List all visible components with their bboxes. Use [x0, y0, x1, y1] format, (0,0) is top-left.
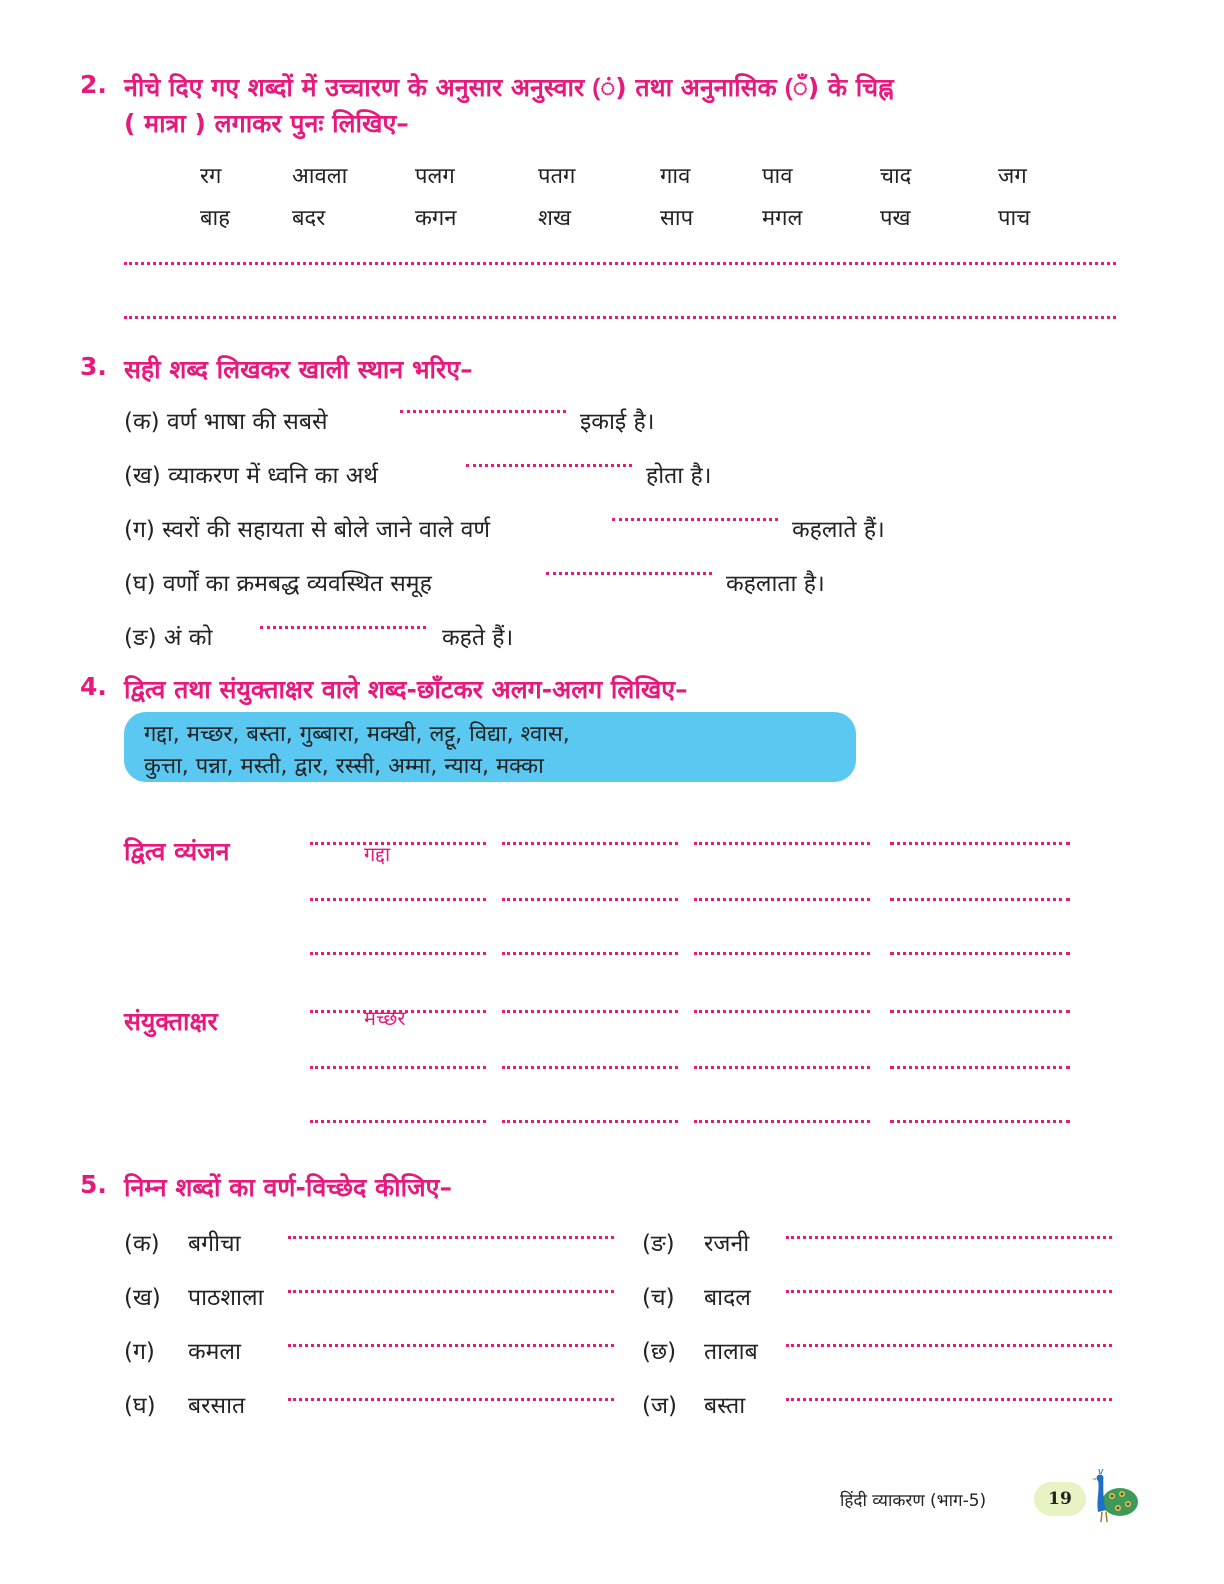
q5-answer-blank[interactable] [288, 1236, 614, 1239]
q3-item-ka-blank[interactable] [400, 410, 566, 413]
q5-word: बस्ता [704, 1393, 746, 1419]
q2-word: पाव [762, 164, 793, 189]
category-dvitva-label: द्वित्व व्यंजन [124, 837, 230, 866]
q5-answer-blank[interactable] [288, 1290, 614, 1293]
q3-item-gha-end: कहलाता है। [726, 571, 825, 597]
q2-word: गाव [660, 164, 691, 189]
q5-answer-blank[interactable] [786, 1290, 1112, 1293]
answer-blank[interactable] [310, 952, 486, 955]
q4-number: 4. [80, 672, 107, 701]
q2-word: आवला [292, 164, 348, 189]
answer-blank[interactable] [310, 842, 486, 845]
q3-item-ka-end: इकाई है। [580, 409, 655, 435]
answer-blank[interactable] [310, 898, 486, 901]
q3-number: 3. [80, 352, 107, 381]
word-list-line-2: कुत्ता, पन्ना, मस्ती, द्वार, रस्सी, अम्मा, न्याय, मक्का [144, 754, 544, 779]
q2-word: बाह [200, 206, 230, 231]
q3-item-ga-end: कहलाते हैं। [792, 517, 885, 543]
answer-blank[interactable] [310, 1120, 486, 1123]
answer-blank[interactable] [694, 1066, 870, 1069]
q5-instruction: निम्न शब्दों का वर्ण-विच्छेद कीजिए– [124, 1173, 452, 1202]
q5-label: (ङ) [642, 1231, 675, 1257]
answer-blank[interactable] [890, 1120, 1070, 1123]
q5-answer-blank[interactable] [786, 1236, 1112, 1239]
q2-word: मगल [762, 206, 803, 231]
q3-item-ga-text: (ग) स्वरों की सहायता से बोले जाने वाले वर्ण [124, 517, 491, 543]
q4-instruction: द्वित्व तथा संयुक्ताक्षर वाले शब्द-छाँटकर अलग-अलग लिखिए– [124, 675, 688, 704]
q3-item-kha-blank[interactable] [466, 464, 632, 467]
q2-word: चाद [880, 164, 912, 189]
q2-word: पलग [415, 164, 455, 189]
example-answer-dvitva: गद्दा [364, 842, 391, 866]
q5-word: रजनी [704, 1231, 750, 1257]
q2-word: शख [538, 206, 571, 231]
q5-label: (ज) [642, 1393, 678, 1419]
answer-blank[interactable] [890, 898, 1070, 901]
answer-blank[interactable] [310, 1010, 486, 1013]
answer-blank[interactable] [694, 842, 870, 845]
q3-item-nga-end: कहते हैं। [442, 625, 514, 651]
answer-blank[interactable] [502, 1066, 678, 1069]
q3-item-ga-blank[interactable] [612, 518, 778, 521]
q5-label: (च) [642, 1285, 675, 1311]
q2-instruction-line2: ( मात्रा ) लगाकर पुनः लिखिए– [124, 109, 409, 138]
q3-item-kha-end: होता है। [646, 463, 712, 489]
book-title: हिंदी व्याकरण (भाग-5) [840, 1491, 987, 1511]
q3-item-kha-text: (ख) व्याकरण में ध्वनि का अर्थ [124, 463, 378, 489]
answer-blank[interactable] [694, 1120, 870, 1123]
answer-blank[interactable] [310, 1066, 486, 1069]
answer-blank[interactable] [890, 842, 1070, 845]
q5-number: 5. [80, 1170, 107, 1199]
category-sanyuktakshar-label: संयुक्ताक्षर [124, 1007, 218, 1036]
q5-answer-blank[interactable] [786, 1344, 1112, 1347]
answer-blank[interactable] [502, 1120, 678, 1123]
q5-answer-blank[interactable] [786, 1398, 1112, 1401]
q2-word: पाच [998, 206, 1031, 231]
q5-word: तालाब [704, 1339, 758, 1365]
q2-word: जग [998, 164, 1027, 189]
answer-blank[interactable] [890, 1010, 1070, 1013]
q3-item-gha-text: (घ) वर्णों का क्रमबद्ध व्यवस्थित समूह [124, 571, 432, 597]
answer-blank[interactable] [890, 952, 1070, 955]
answer-blank[interactable] [890, 1066, 1070, 1069]
q2-word: साप [660, 206, 694, 231]
q2-word: बदर [292, 206, 326, 231]
q3-item-gha-blank[interactable] [546, 572, 712, 575]
q5-word: बादल [704, 1285, 751, 1311]
answer-blank[interactable] [502, 952, 678, 955]
word-list-box [124, 712, 856, 782]
example-answer-sanyuktakshar: मच्छर [364, 1006, 406, 1030]
q3-item-nga-blank[interactable] [260, 626, 426, 629]
q3-item-nga-text: (ङ) अं को [124, 625, 213, 651]
q5-label: (ख) [124, 1285, 161, 1311]
q5-answer-blank[interactable] [288, 1398, 614, 1401]
q2-word: कगन [415, 206, 457, 231]
page-number: 19 [1034, 1482, 1086, 1516]
q5-word: बगीचा [188, 1231, 241, 1257]
word-list-line-1: गद्दा, मच्छर, बस्ता, गुब्बारा, मक्खी, लट्टू, विद्या, श्वास, [144, 722, 570, 747]
q5-label: (क) [124, 1231, 160, 1257]
answer-blank[interactable] [694, 898, 870, 901]
q2-instruction-line1: नीचे दिए गए शब्दों में उच्चारण के अनुसार अनुस्वार (ं) तथा अनुनासिक (ँ) के चिह्न [124, 73, 894, 102]
answer-blank[interactable] [694, 952, 870, 955]
q5-word: पाठशाला [188, 1285, 264, 1311]
answer-blank[interactable] [502, 898, 678, 901]
q3-instruction: सही शब्द लिखकर खाली स्थान भरिए– [124, 355, 473, 384]
answer-blank[interactable] [502, 1010, 678, 1013]
q2-word: पख [880, 206, 911, 231]
answer-blank[interactable] [694, 1010, 870, 1013]
q5-label: (ग) [124, 1339, 155, 1365]
q5-label: (छ) [642, 1339, 677, 1365]
q5-answer-blank[interactable] [288, 1344, 614, 1347]
q5-word: कमला [188, 1339, 241, 1365]
q2-number: 2. [80, 70, 107, 99]
answer-blank[interactable] [502, 842, 678, 845]
q2-word: रग [200, 164, 222, 189]
q2-answer-line-1[interactable] [124, 262, 1116, 265]
q3-item-ka-text: (क) वर्ण भाषा की सबसे [124, 409, 328, 435]
peacock-icon [1082, 1466, 1142, 1526]
q2-answer-line-2[interactable] [124, 316, 1116, 319]
q5-label: (घ) [124, 1393, 156, 1419]
q2-word: पतग [538, 164, 576, 189]
q5-word: बरसात [188, 1393, 246, 1419]
